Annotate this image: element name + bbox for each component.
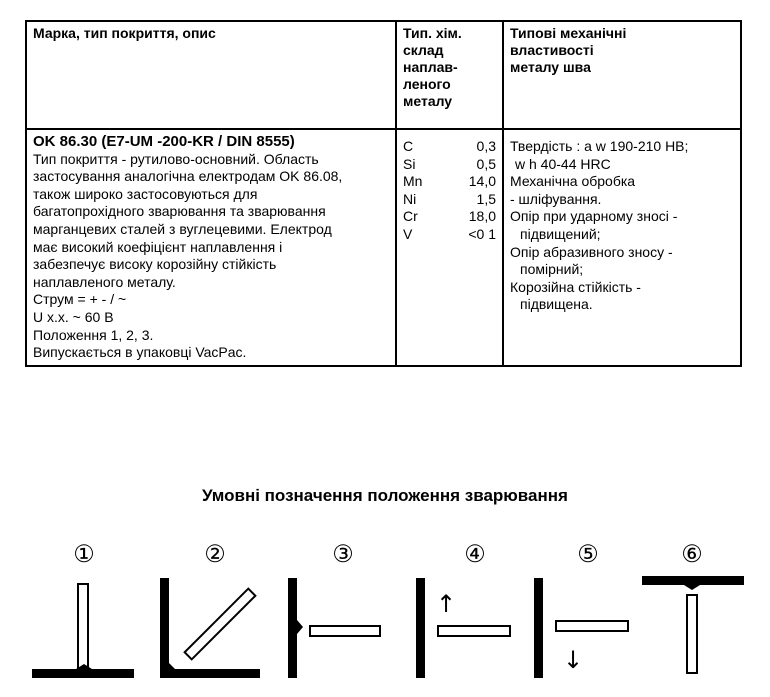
- position-6-overhead: [642, 541, 744, 673]
- position-2-fillet: [160, 541, 260, 678]
- electrode-horizontal: [310, 626, 380, 636]
- welding-positions-diagram: [0, 530, 770, 697]
- packaging-line: Випускається в упаковці VacPac.: [33, 344, 247, 361]
- workpiece-vertical: [534, 578, 543, 678]
- chem-value: 0,3: [476, 138, 496, 154]
- position-3-horizontal: [288, 541, 380, 678]
- description-line: має високий коефіцієнт наплавлення і: [33, 238, 283, 255]
- header-chem-line: склад: [403, 42, 444, 58]
- position-number-6: ⑥: [681, 541, 703, 568]
- mech-line: підвищений;: [520, 225, 601, 242]
- chem-row-c: [403, 138, 496, 156]
- workpiece-vertical: [416, 578, 425, 678]
- current-line: Струм = + - / ~: [33, 291, 127, 308]
- header-mechanical-cell: [503, 21, 741, 129]
- description-line: забезпечує високу корозійну стійкість: [33, 256, 277, 273]
- header-chem-line: Тип. хім.: [403, 25, 462, 41]
- header-chem-line: металу: [403, 93, 453, 109]
- position-1-flat: [32, 541, 134, 678]
- mech-line: Твердість : а w 190-210 HB;: [510, 138, 689, 154]
- legend-title: Умовні позначення положення зварювання: [202, 486, 568, 505]
- chem-value: 1,5: [476, 190, 496, 207]
- position-number-4: ④: [464, 541, 486, 568]
- chem-row-cr: [403, 208, 496, 226]
- header-mech-line: властивості: [510, 42, 594, 58]
- mech-line: помірний;: [520, 261, 584, 278]
- positions-line: Положення 1, 2, 3.: [33, 326, 154, 343]
- electrode-spec-table: [25, 20, 742, 367]
- arrow-down-icon: ↓: [562, 646, 584, 674]
- chem-row-si: [403, 156, 496, 174]
- position-number-5: ⑤: [577, 541, 599, 568]
- arrow-up-icon: ↑: [435, 590, 457, 618]
- description-line: марганцевих сталей з вуглецевими. Електрод: [33, 220, 332, 237]
- voltage-line: U x.x. ~ 60 B: [33, 308, 114, 325]
- position-number-3: ③: [332, 541, 354, 568]
- electrode-horizontal: [556, 621, 628, 631]
- description-line: застосування аналогічна електродам OK 86.08,: [33, 168, 343, 185]
- chem-row-v: [403, 226, 496, 244]
- description-line: також широко застосовуються для: [33, 185, 258, 202]
- chem-value: 0,5: [476, 155, 496, 172]
- header-mech-line: металу шва: [510, 59, 591, 75]
- header-chem-line: наплав-: [403, 59, 458, 75]
- chem-element: C: [403, 138, 414, 154]
- chem-element: Si: [403, 155, 416, 172]
- electrode-vertical: [687, 595, 697, 673]
- header-chemistry-cell: [396, 21, 503, 129]
- chem-row-mn: [403, 173, 496, 191]
- mech-line: Опір при ударному зносі -: [510, 208, 678, 225]
- mech-line: Опір абразивного зносу -: [510, 243, 673, 260]
- workpiece-horizontal: [32, 669, 134, 678]
- weld-bead: [684, 585, 700, 590]
- mech-line: - шліфування.: [510, 190, 602, 207]
- header-mech-line: Типові механічні: [510, 25, 627, 41]
- chemistry-cell: [396, 129, 503, 366]
- product-description-cell: [26, 129, 396, 366]
- workpiece-horizontal: [642, 576, 744, 585]
- table-header-row: [26, 21, 741, 129]
- chem-element: Ni: [403, 190, 417, 207]
- chem-value: 14,0: [468, 173, 496, 190]
- description-line: Тип покриття - рутилово-основний. Область: [33, 150, 319, 167]
- chem-element: V: [403, 225, 413, 242]
- position-5-vertical-down: [534, 541, 628, 678]
- position-number-2: ②: [204, 541, 226, 568]
- chem-value: 18,0: [468, 208, 496, 225]
- electrode-diagonal: [185, 589, 256, 660]
- electrode-vertical: [78, 584, 88, 669]
- workpiece-horizontal: [160, 669, 260, 678]
- mech-line: w h 40-44 HRC: [515, 155, 611, 172]
- table-row: [26, 129, 741, 366]
- description-line: багатопрохідного зварювання та зварювання: [33, 203, 326, 220]
- electrode-horizontal: [438, 626, 510, 636]
- mechanical-cell: [503, 129, 741, 366]
- position-4-vertical-up: [416, 541, 510, 678]
- mech-line: підвищена.: [520, 296, 593, 313]
- header-brand-cell: [26, 21, 396, 129]
- chem-element: Cr: [403, 208, 418, 225]
- product-title: OK 86.30 (E7-UM -200-KR / DIN 8555): [33, 133, 295, 150]
- mech-line: Корозійна стійкість -: [510, 278, 641, 295]
- weld-bead: [169, 663, 175, 669]
- workpiece-vertical: [288, 578, 297, 678]
- mech-line: Механічна обробка: [510, 173, 636, 190]
- workpiece-vertical: [160, 578, 169, 678]
- chem-value: <0 1: [468, 225, 496, 242]
- header-brand-label: Марка, тип покриття, опис: [33, 25, 216, 41]
- position-number-1: ①: [73, 541, 95, 568]
- chem-row-ni: [403, 191, 496, 209]
- weld-bead: [297, 620, 303, 634]
- chem-element: Mn: [403, 173, 423, 190]
- description-line: наплавленого металу.: [33, 273, 176, 290]
- header-chem-line: леного: [403, 76, 451, 92]
